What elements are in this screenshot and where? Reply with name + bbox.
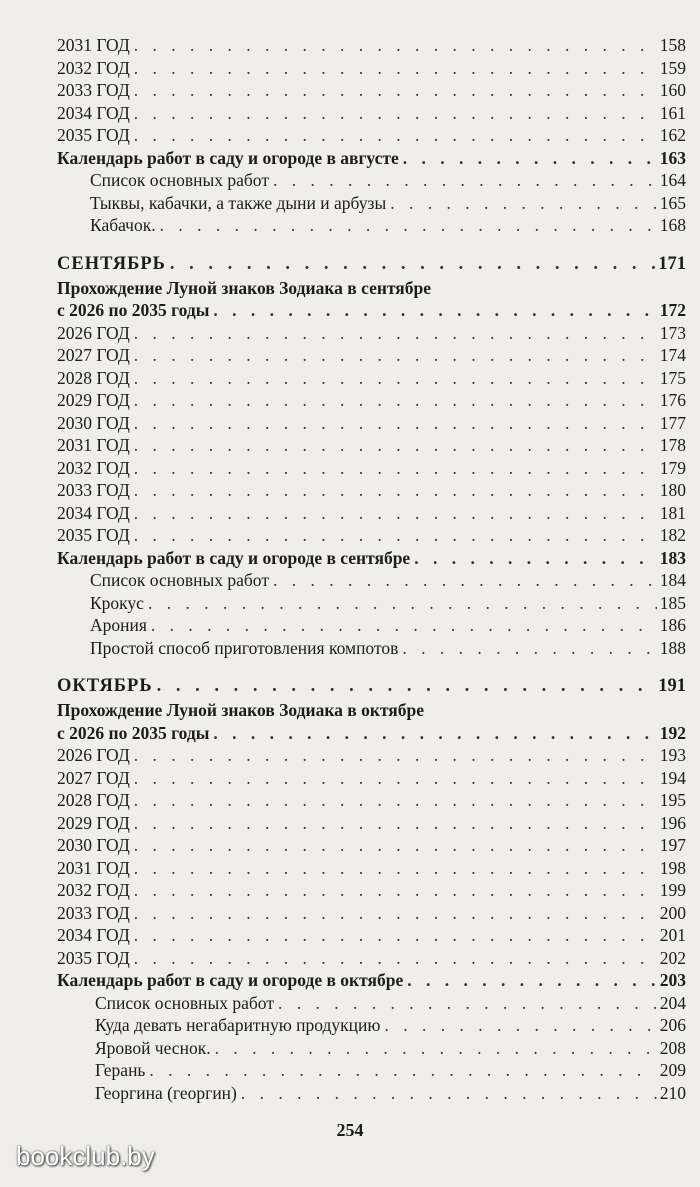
- leader-dots: [134, 857, 657, 880]
- entry-title: Герань: [95, 1060, 146, 1080]
- toc-entry: [57, 34, 686, 57]
- entry-title: 2027 ГОД: [57, 767, 130, 788]
- entry-title: 2033 ГОД: [57, 80, 130, 100]
- entry-page: 185: [659, 592, 686, 613]
- entry-page: 162: [659, 125, 686, 145]
- leader-dots: [384, 1014, 656, 1037]
- entry-page: 193: [659, 745, 686, 765]
- leader-dots: [157, 673, 656, 699]
- toc-entry: [57, 502, 686, 525]
- entry-page: 200: [659, 902, 686, 923]
- entry-page: 184: [659, 570, 686, 590]
- leader-dots: [273, 569, 657, 592]
- leader-dots: [134, 767, 657, 790]
- leader-dots: [278, 992, 657, 1015]
- leader-dots: [273, 169, 657, 192]
- section-title: СЕНТЯБРЬ: [57, 253, 166, 274]
- leader-dots: [148, 592, 657, 615]
- toc-entry: [57, 857, 686, 880]
- entry-title: 2032 ГОД: [57, 57, 130, 78]
- leader-dots: [134, 479, 657, 502]
- toc-entry: [57, 524, 686, 547]
- entry-title: Календарь работ в саду и огороде в августе: [57, 147, 399, 168]
- entry-title: 2033 ГОД: [57, 480, 130, 500]
- entry-title: 2035 ГОД: [57, 125, 130, 145]
- entry-title: 2031 ГОД: [57, 35, 130, 55]
- toc-entry: [57, 879, 686, 902]
- leader-dots: [134, 812, 657, 835]
- leader-dots: [134, 367, 657, 390]
- entry-title: 2026 ГОД: [57, 745, 130, 765]
- entry-title: с 2026 по 2035 годы: [57, 300, 210, 320]
- entry-title: с 2026 по 2035 годы: [57, 722, 210, 743]
- entry-title: Кабачок.: [90, 215, 156, 235]
- entry-title: Список основных работ: [90, 570, 269, 590]
- entry-title: 2029 ГОД: [57, 390, 130, 410]
- toc-entry: [57, 902, 686, 925]
- leader-dots: [402, 637, 656, 660]
- leader-dots: [149, 1059, 656, 1082]
- entry-page: 160: [659, 80, 686, 100]
- entry-title: 2035 ГОД: [57, 525, 130, 545]
- entry-page: 161: [659, 102, 686, 123]
- entry-page: 195: [659, 790, 686, 810]
- toc-entry: [57, 924, 686, 947]
- toc-subentry: [57, 592, 686, 615]
- entry-title: Куда девать негабаритную продукцию: [95, 1015, 381, 1035]
- leader-dots: [134, 389, 657, 412]
- entry-page: 191: [658, 676, 686, 696]
- entry-page: 202: [659, 947, 686, 968]
- toc-entry-calendar-september: [57, 547, 686, 570]
- toc-subentry: [57, 214, 686, 237]
- entry-page: 171: [658, 253, 686, 274]
- entry-title: 2034 ГОД: [57, 502, 130, 523]
- leader-dots: [134, 502, 657, 525]
- leader-dots: [134, 57, 657, 80]
- toc-entry: [57, 767, 686, 790]
- leader-dots: [134, 924, 657, 947]
- entry-page: 165: [659, 192, 686, 213]
- entry-title: 2033 ГОД: [57, 902, 130, 923]
- leader-dots: [213, 722, 656, 745]
- leader-dots: [170, 251, 655, 277]
- entry-page: 173: [659, 322, 686, 343]
- leader-dots: [134, 322, 657, 345]
- leader-dots: [134, 124, 657, 147]
- leader-dots: [134, 879, 657, 902]
- moon-entry-line1: Прохождение Луной знаков Зодиака в октябре: [57, 700, 425, 720]
- toc-entry: [57, 57, 686, 80]
- toc-entry: [57, 457, 686, 480]
- entry-title: 2035 ГОД: [57, 947, 130, 968]
- leader-dots: [134, 457, 657, 480]
- toc-subentry: [57, 1014, 686, 1037]
- toc-subentry: [57, 1059, 686, 1082]
- watermark: bookclub.by: [16, 1141, 155, 1171]
- entry-page: 186: [659, 615, 686, 635]
- entry-title: Простой способ приготовления компотов: [90, 637, 399, 658]
- entry-page: 192: [659, 722, 686, 743]
- toc-entry-calendar-october: [57, 969, 686, 992]
- entry-page: 179: [659, 457, 686, 478]
- page-number: 254: [336, 1120, 364, 1140]
- entry-title: 2031 ГОД: [57, 857, 130, 878]
- toc-entry: [57, 744, 686, 767]
- entry-title: Тыквы, кабачки, а также дыни и арбузы: [90, 192, 387, 213]
- leader-dots: [134, 412, 657, 435]
- toc-entry: [57, 124, 686, 147]
- toc-subentry: [57, 192, 686, 215]
- entry-title: Календарь работ в саду и огороде в сентябре: [57, 547, 411, 568]
- entry-page: 174: [659, 345, 686, 365]
- toc-entry: [57, 102, 686, 125]
- entry-page: 197: [659, 835, 686, 855]
- leader-dots: [134, 344, 657, 367]
- entry-title: 2032 ГОД: [57, 880, 130, 900]
- entry-title: 2030 ГОД: [57, 835, 130, 855]
- entry-title: Календарь работ в саду и огороде в октябре: [57, 970, 404, 990]
- entry-title: Яровой чеснок.: [95, 1037, 211, 1058]
- entry-title: 2027 ГОД: [57, 345, 130, 365]
- entry-title: 2028 ГОД: [57, 367, 130, 388]
- leader-dots: [134, 524, 657, 547]
- entry-page: 172: [659, 300, 686, 320]
- entry-page: 188: [659, 637, 686, 658]
- leader-dots: [213, 299, 656, 322]
- entry-page: 163: [659, 147, 686, 168]
- entry-page: 199: [659, 880, 686, 900]
- moon-entry-line1: Прохождение Луной знаков Зодиака в сентябре: [57, 277, 432, 298]
- entry-page: 175: [659, 367, 686, 388]
- entry-page: 158: [659, 35, 686, 55]
- toc-entry: [57, 389, 686, 412]
- toc-entry: [57, 947, 686, 970]
- entry-page: 209: [659, 1060, 686, 1080]
- leader-dots: [134, 744, 657, 767]
- entry-page: 182: [659, 525, 686, 545]
- leader-dots: [403, 147, 657, 170]
- entry-title: Арония: [90, 615, 147, 635]
- entry-title: 2029 ГОД: [57, 812, 130, 833]
- entry-title: 2031 ГОД: [57, 435, 130, 455]
- toc-entry-calendar-august: [57, 147, 686, 170]
- toc-subentry: [57, 169, 686, 192]
- toc-subentry: [57, 1037, 686, 1060]
- toc-subentry: [57, 569, 686, 592]
- leader-dots: [215, 1037, 657, 1060]
- toc-entry: [57, 834, 686, 857]
- entry-page: 196: [659, 812, 686, 833]
- entry-page: 194: [659, 767, 686, 788]
- entry-title: 2030 ГОД: [57, 412, 130, 433]
- leader-dots: [134, 34, 657, 57]
- entry-page: 204: [659, 992, 686, 1013]
- entry-page: 181: [659, 502, 686, 523]
- toc-entry-moon-october: [57, 722, 686, 745]
- entry-page: 210: [659, 1082, 686, 1103]
- toc-entry: [57, 434, 686, 457]
- leader-dots: [134, 947, 657, 970]
- toc-subentry: [57, 637, 686, 660]
- leader-dots: [390, 192, 657, 215]
- toc-subentry: [57, 614, 686, 637]
- section-title: ОКТЯБРЬ: [57, 676, 153, 696]
- section-heading-september: [57, 251, 686, 277]
- entry-title: 2034 ГОД: [57, 102, 130, 123]
- leader-dots: [134, 789, 657, 812]
- entry-title: 2026 ГОД: [57, 322, 130, 343]
- leader-dots: [160, 214, 657, 237]
- toc-entry: [57, 479, 686, 502]
- leader-dots: [134, 102, 657, 125]
- leader-dots: [134, 902, 657, 925]
- toc-entry: [57, 79, 686, 102]
- entry-page: 208: [659, 1037, 686, 1058]
- toc-entry: [57, 322, 686, 345]
- entry-title: Список основных работ: [90, 170, 269, 190]
- toc-entry-moon-september: [57, 299, 686, 322]
- leader-dots: [407, 969, 657, 992]
- toc-entry: [57, 344, 686, 367]
- section-heading-october: [57, 673, 686, 699]
- entry-page: 168: [659, 215, 686, 235]
- entry-title: Крокус: [90, 592, 144, 613]
- entry-page: 178: [659, 435, 686, 455]
- entry-page: 180: [659, 480, 686, 500]
- entry-title: Георгина (георгин): [95, 1082, 237, 1103]
- leader-dots: [134, 79, 657, 102]
- entry-page: 183: [659, 547, 686, 568]
- table-of-contents: [57, 34, 686, 1104]
- toc-entry: [57, 367, 686, 390]
- entry-page: 176: [659, 390, 686, 410]
- leader-dots: [134, 434, 657, 457]
- leader-dots: [134, 834, 657, 857]
- entry-title: 2028 ГОД: [57, 790, 130, 810]
- toc-entry: [57, 412, 686, 435]
- toc-subentry: [57, 1082, 686, 1105]
- entry-title: 2034 ГОД: [57, 925, 130, 945]
- entry-title: 2032 ГОД: [57, 457, 130, 478]
- toc-entry: [57, 789, 686, 812]
- toc-entry: [57, 812, 686, 835]
- entry-page: 198: [659, 857, 686, 878]
- entry-page: 164: [659, 170, 686, 190]
- entry-title: Список основных работ: [95, 992, 274, 1013]
- entry-page: 203: [659, 970, 686, 990]
- toc-subentry: [57, 992, 686, 1015]
- leader-dots: [151, 614, 657, 637]
- entry-page: 206: [659, 1015, 686, 1035]
- entry-page: 159: [659, 57, 686, 78]
- leader-dots: [241, 1082, 657, 1105]
- leader-dots: [414, 547, 657, 570]
- entry-page: 177: [659, 412, 686, 433]
- entry-page: 201: [659, 925, 686, 945]
